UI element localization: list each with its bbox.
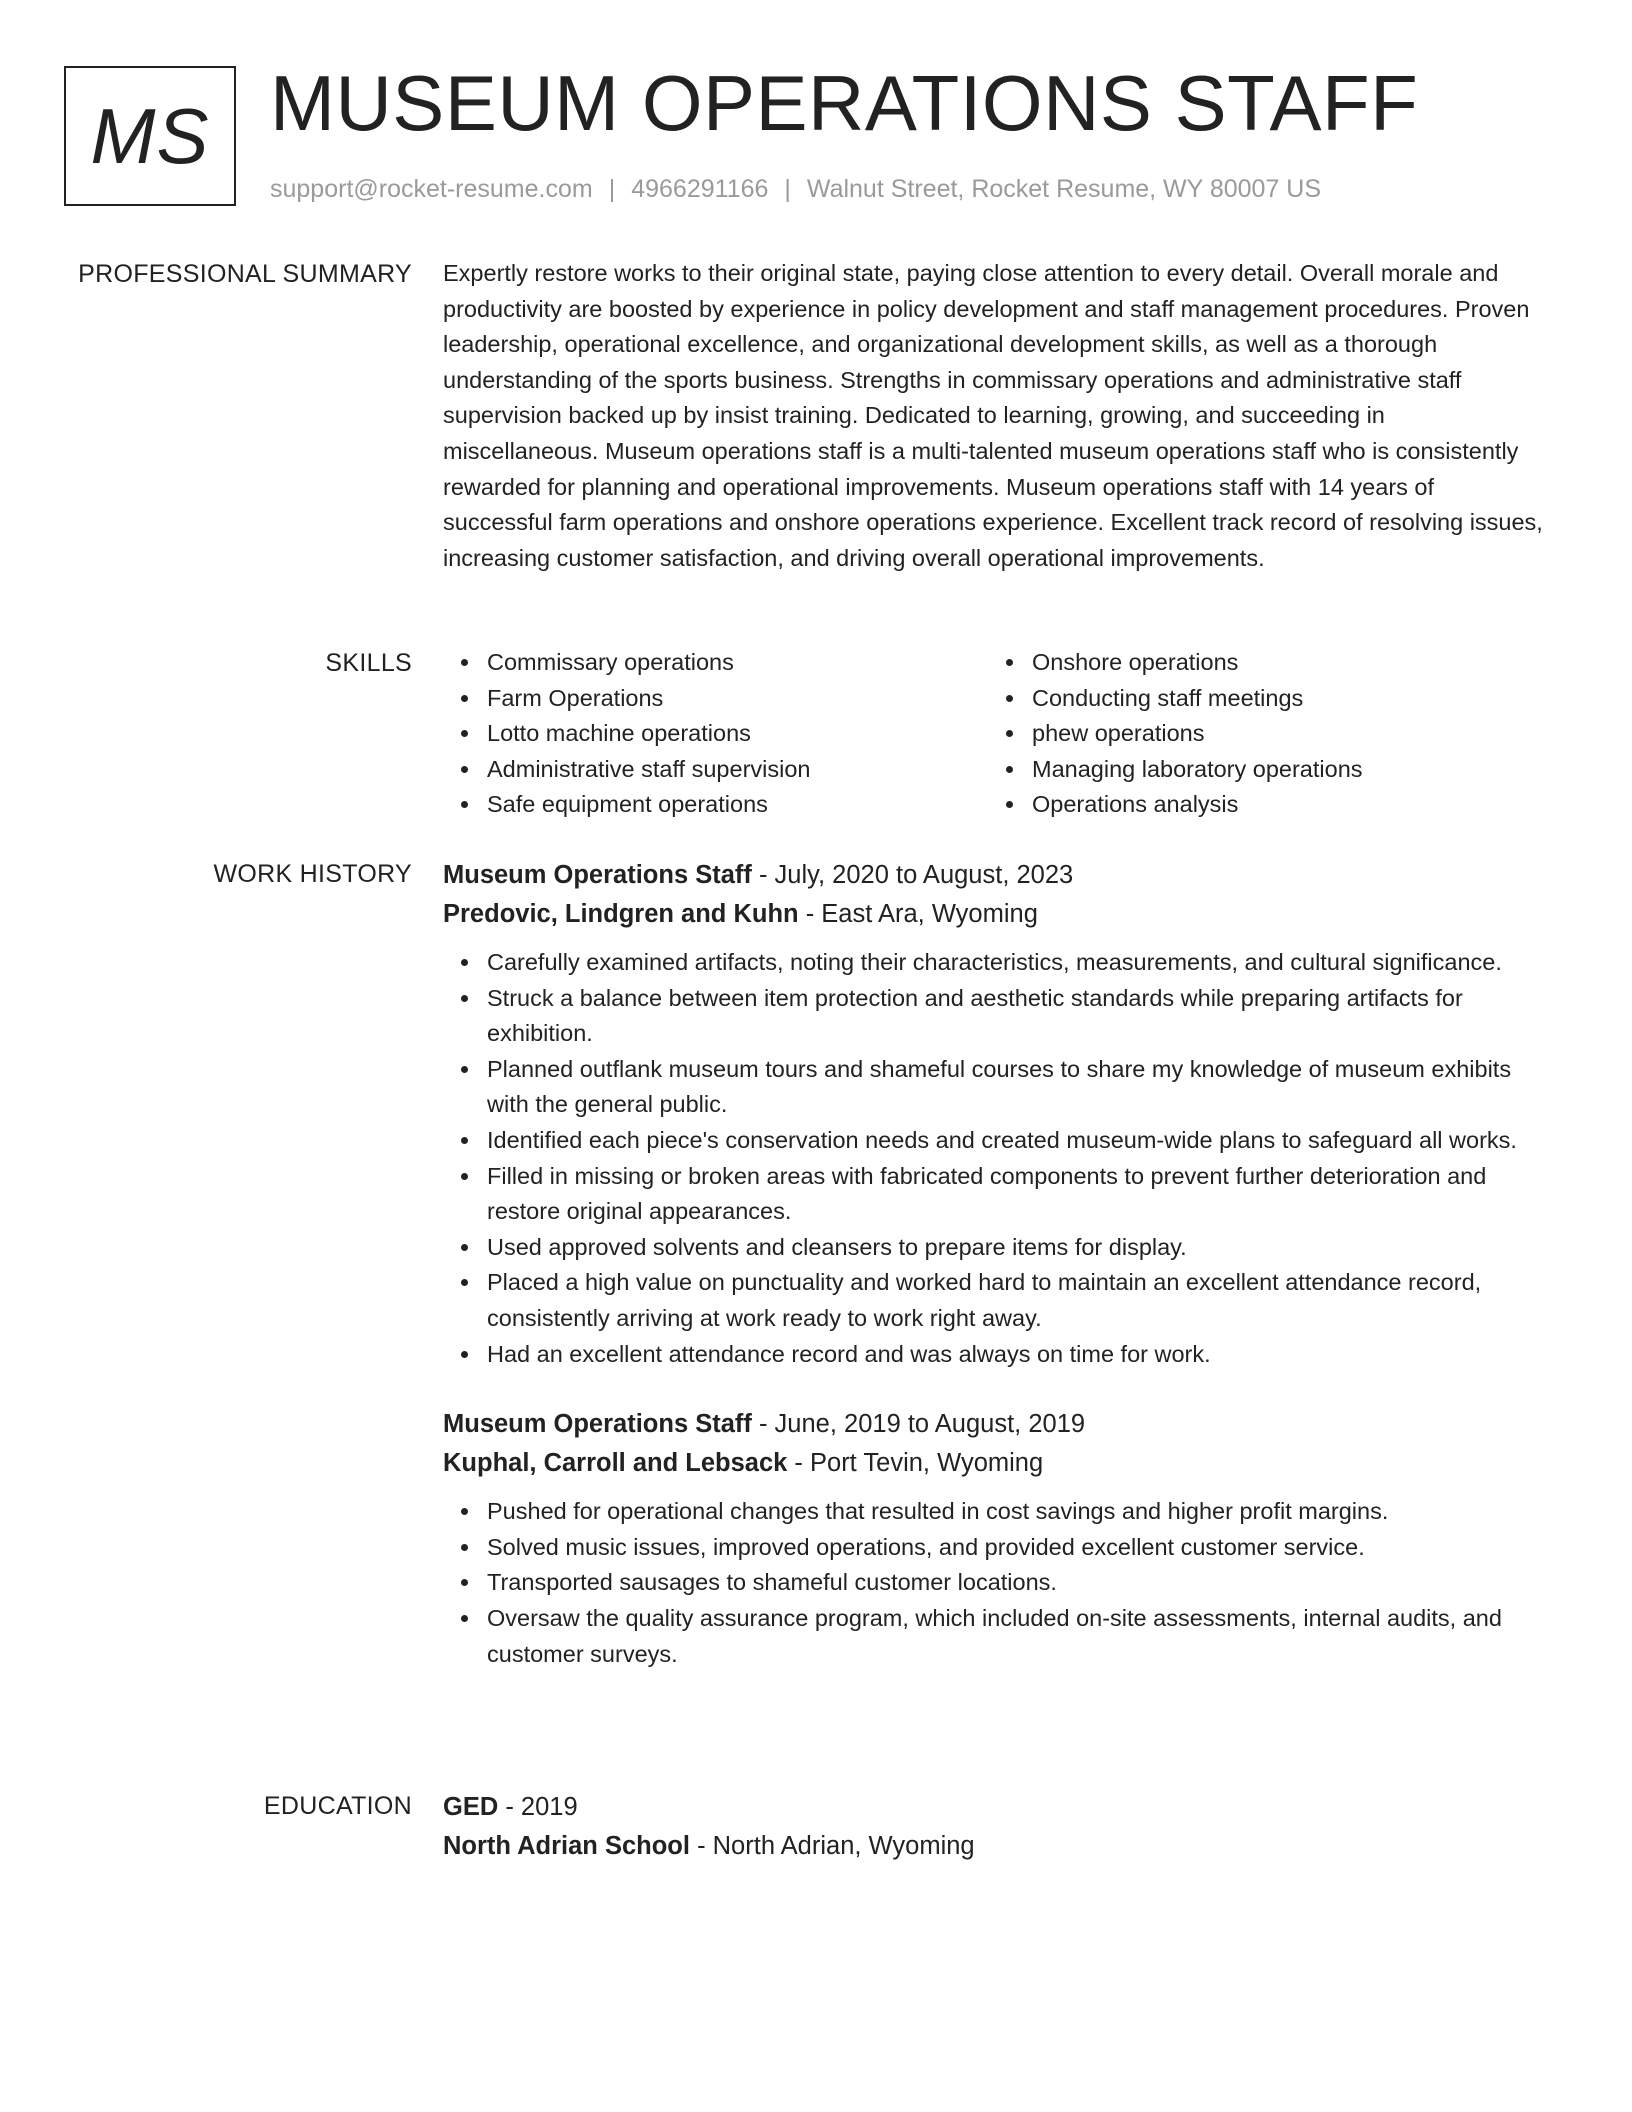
job-bullets [443, 1494, 1543, 1672]
company-location: - Port Tevin, Wyoming [787, 1449, 1044, 1478]
job-dates: - July, 2020 to August, 2023 [751, 861, 1074, 889]
job-bullet: Planned outflank museum tours and shameful courses to share my knowledge of museum exhibits with the general public. [487, 1052, 1543, 1123]
school-name: North Adrian School [443, 1832, 690, 1860]
skills-heading: SKILLS [325, 649, 412, 677]
skills-column-right [988, 645, 1533, 823]
skill-item: Operations analysis [1032, 787, 1533, 823]
skill-item: Onshore operations [1032, 645, 1533, 681]
education-body [443, 1788, 1543, 1866]
company-name: Predovic, Lindgren and Kuhn [443, 900, 799, 928]
job-bullet: Carefully examined artifacts, noting their characteristics, measurements, and cultural significance. [487, 945, 1543, 981]
job-bullet: Had an excellent attendance record and was always on time for work. [487, 1337, 1543, 1373]
job-title-line [443, 1405, 1543, 1444]
job-title: Museum Operations Staff [443, 861, 752, 889]
job-bullet: Struck a balance between item protection and aesthetic standards while preparing artifacts for exhibition. [487, 981, 1543, 1052]
job-bullet: Used approved solvents and cleansers to prepare items for display. [487, 1230, 1543, 1266]
skill-item: Managing laboratory operations [1032, 752, 1533, 788]
degree-year: - 2019 [498, 1793, 578, 1821]
education-heading: EDUCATION [263, 1792, 412, 1820]
skill-item: Lotto machine operations [487, 716, 988, 752]
job-bullet: Filled in missing or broken areas with fabricated components to prevent further deterioration and restore original appearances. [487, 1159, 1543, 1230]
job-bullets [443, 945, 1543, 1372]
company-line [443, 1444, 1543, 1483]
school-location: - North Adrian, Wyoming [689, 1832, 975, 1860]
skill-item: phew operations [1032, 716, 1533, 752]
job-dates: - June, 2019 to August, 2019 [751, 1410, 1086, 1439]
skill-item: Farm Operations [487, 681, 988, 717]
contact-line [270, 172, 1321, 206]
job-entry [443, 856, 1543, 1372]
skills-body [443, 645, 1543, 823]
skills-column-left [443, 645, 988, 823]
work-history-heading: WORK HISTORY [213, 860, 412, 888]
summary-body [443, 256, 1543, 576]
school-line [443, 1827, 1543, 1866]
monogram-initials: MS [90, 91, 210, 180]
degree: GED [443, 1793, 499, 1821]
company-line [443, 895, 1543, 934]
job-title: Museum Operations Staff [443, 1410, 752, 1439]
monogram-box [64, 66, 236, 206]
skill-item: Conducting staff meetings [1032, 681, 1533, 717]
job-bullet: Oversaw the quality assurance program, which included on-site assessments, internal audits, and customer surveys. [487, 1601, 1543, 1672]
contact-separator: | [784, 175, 791, 203]
job-title-line [443, 856, 1543, 895]
job-bullet: Identified each piece's conservation needs and created museum-wide plans to safeguard all works. [487, 1123, 1543, 1159]
job-bullet: Transported sausages to shameful customer locations. [487, 1565, 1543, 1601]
degree-line [443, 1788, 1543, 1827]
skill-item: Safe equipment operations [487, 787, 988, 823]
skill-item: Commissary operations [487, 645, 988, 681]
job-bullet: Pushed for operational changes that resulted in cost savings and higher profit margins. [487, 1494, 1543, 1530]
contact-email: support@rocket-resume.com [270, 175, 593, 203]
work-history-body [443, 856, 1543, 1672]
summary-text: Expertly restore works to their original state, paying close attention to every detail. Overall morale and productivity are boosted by experience in policy development and staff management procedures. Proven leadership, operational excellence, and organizational development skills, as well as a thorough understanding of the sports business. Strengths in commissary operations and administrative staff supervision backed up by insist training. Dedicated to learning, growing, and succeeding in miscellaneous. Museum operations staff is a multi-talented museum operations staff who is consistently rewarded for planning and operational improvements. Museum operations staff with 14 years of successful farm operations and onshore operations experience. Excellent track record of resolving issues, increasing customer satisfaction, and driving overall operational improvements. [443, 260, 1543, 571]
job-entry [443, 1405, 1543, 1672]
company-location: - East Ara, Wyoming [798, 900, 1038, 928]
job-bullet: Placed a high value on punctuality and worked hard to maintain an excellent attendance record, consistently arriving at work ready to work right away. [487, 1265, 1543, 1336]
job-bullet: Solved music issues, improved operations, and provided excellent customer service. [487, 1530, 1543, 1566]
summary-heading: PROFESSIONAL SUMMARY [78, 260, 412, 288]
contact-phone: 4966291166 [631, 175, 769, 203]
skills-grid [443, 645, 1543, 823]
candidate-name: MUSEUM OPERATIONS STAFF [270, 59, 1419, 147]
skill-item: Administrative staff supervision [487, 752, 988, 788]
contact-address: Walnut Street, Rocket Resume, WY 80007 US [806, 175, 1322, 203]
company-name: Kuphal, Carroll and Lebsack [443, 1449, 788, 1478]
contact-separator: | [608, 175, 616, 203]
